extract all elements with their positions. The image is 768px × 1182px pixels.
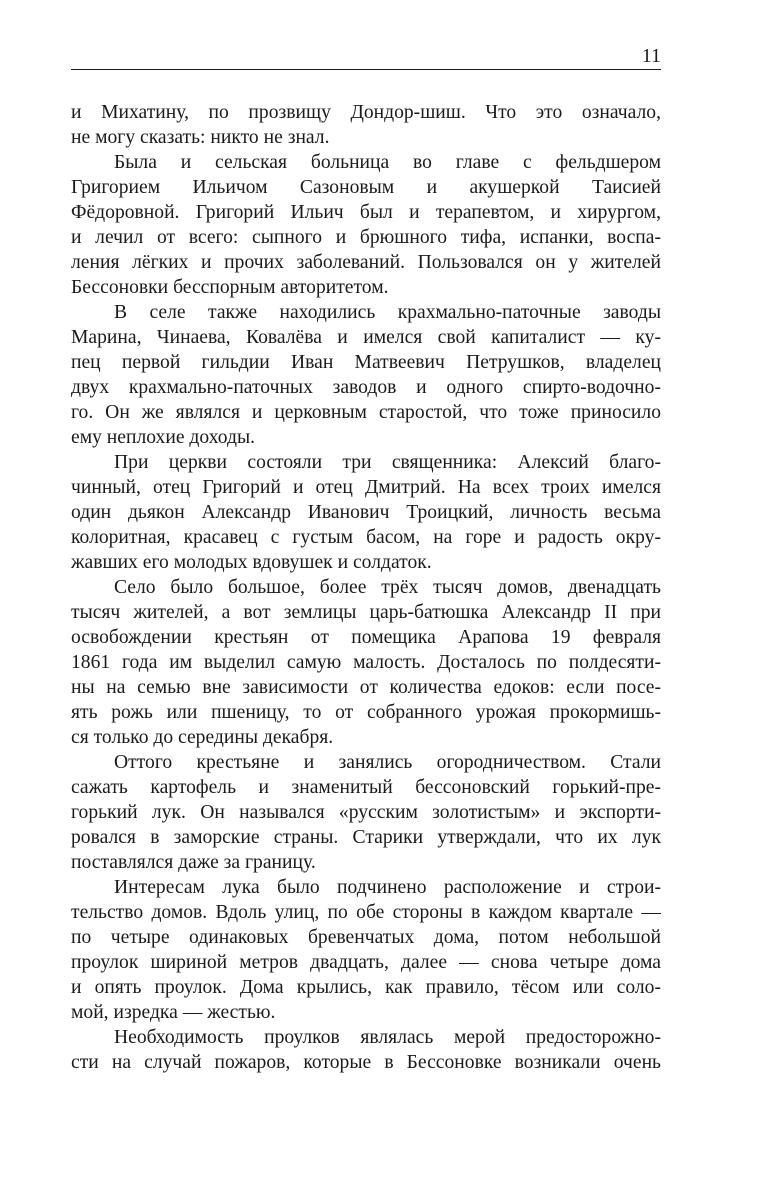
text-line: ять рожь или пшеницу, то от собранного урожая прокормишь- xyxy=(71,702,661,723)
text-line: ления лёгких и прочих заболеваний. Пользовался он у жителей xyxy=(71,252,661,273)
text-line: Необходимость проулков являлась мерой предосторожно- xyxy=(114,1027,661,1048)
paragraph xyxy=(71,750,661,875)
text-line: по четыре одинаковых бревенчатых дома, потом небольшой xyxy=(71,927,661,948)
text-line: проулок шириной метров двадцать, далее — снова четыре дома xyxy=(71,952,661,973)
text-line: и Михатину, по прозвищу Дондор-шиш. Что это означало, xyxy=(71,102,661,123)
body-text xyxy=(71,100,661,1075)
text-line: колоритная, красавец с густым басом, на горе и радость окру- xyxy=(71,527,661,548)
text-line: Фёдоровной. Григорий Ильич был и терапевтом, и хирургом, xyxy=(71,202,661,223)
text-line: один дьякон Александр Иванович Троицкий, личность весьма xyxy=(71,502,661,523)
text-line: освобождении крестьян от помещика Арапова 19 февраля xyxy=(71,627,661,648)
text-line: ровался в заморские страны. Старики утверждали, что их лук xyxy=(71,827,661,848)
text-line: ны на семью вне зависимости от количества едоков: если посе- xyxy=(71,677,661,698)
paragraph xyxy=(71,100,661,150)
text-line: Марина, Чинаева, Ковалёва и имелся свой капиталист — ку- xyxy=(71,327,661,348)
text-line: Была и сельская больница во главе с фельдшером xyxy=(114,152,661,173)
text-line: Бессоновки бесспорным авторитетом. xyxy=(71,277,389,298)
text-line: поставлялся даже за границу. xyxy=(71,852,316,873)
paragraph xyxy=(71,875,661,1025)
text-line: двух крахмально-паточных заводов и одного спирто-водочно- xyxy=(71,377,661,398)
text-line: В селе также находились крахмально-паточные заводы xyxy=(114,302,661,323)
paragraph xyxy=(71,1025,661,1075)
paragraph xyxy=(71,150,661,300)
text-line: жавших его молодых вдовушек и солдаток. xyxy=(71,552,432,573)
text-line: сти на случай пожаров, которые в Бессоновке возникали очень xyxy=(71,1052,661,1073)
text-line: и опять проулок. Дома крылись, как правило, тёсом или соло- xyxy=(71,977,661,998)
text-line: сажать картофель и знаменитый бессоновский горький-пре- xyxy=(71,777,661,798)
text-line: ся только до середины декабря. xyxy=(71,727,334,748)
text-line: чинный, отец Григорий и отец Дмитрий. На всех троих имелся xyxy=(71,477,661,498)
text-line: го. Он же являлся и церковным старостой, что тоже приносило xyxy=(71,402,661,423)
text-line: тысяч жителей, а вот землицы царь-батюшка Александр II при xyxy=(71,602,661,623)
text-line: При церкви состояли три священника: Алексий благо- xyxy=(114,452,661,473)
text-line: горький лук. Он назывался «русским золотистым» и экспорти- xyxy=(71,802,661,823)
text-line: Григорием Ильичом Сазоновым и акушеркой Таисией xyxy=(71,177,661,198)
text-line: пец первой гильдии Иван Матвеевич Петрушков, владелец xyxy=(71,352,661,373)
text-line: мой, изредка — жестью. xyxy=(71,1002,276,1023)
text-line: не могу сказать: никто не знал. xyxy=(71,127,330,148)
paragraph xyxy=(71,450,661,575)
header-rule xyxy=(71,69,661,70)
text-line: ему неплохие доходы. xyxy=(71,427,256,448)
text-line: Оттого крестьяне и занялись огородничеством. Стали xyxy=(114,752,661,773)
paragraph xyxy=(71,300,661,450)
text-line: 1861 года им выделил самую малость. Досталось по полдесяти- xyxy=(71,652,661,673)
paragraph xyxy=(71,575,661,750)
page-number: 11 xyxy=(641,45,661,67)
text-line: Село было большое, более трёх тысяч домов, двенадцать xyxy=(114,577,661,598)
text-line: и лечил от всего: сыпного и брюшного тифа, испанки, воспа- xyxy=(71,227,661,248)
text-line: тельство домов. Вдоль улиц, по обе стороны в каждом квартале — xyxy=(71,902,661,923)
text-line: Интересам лука было подчинено расположение и строи- xyxy=(114,877,661,898)
